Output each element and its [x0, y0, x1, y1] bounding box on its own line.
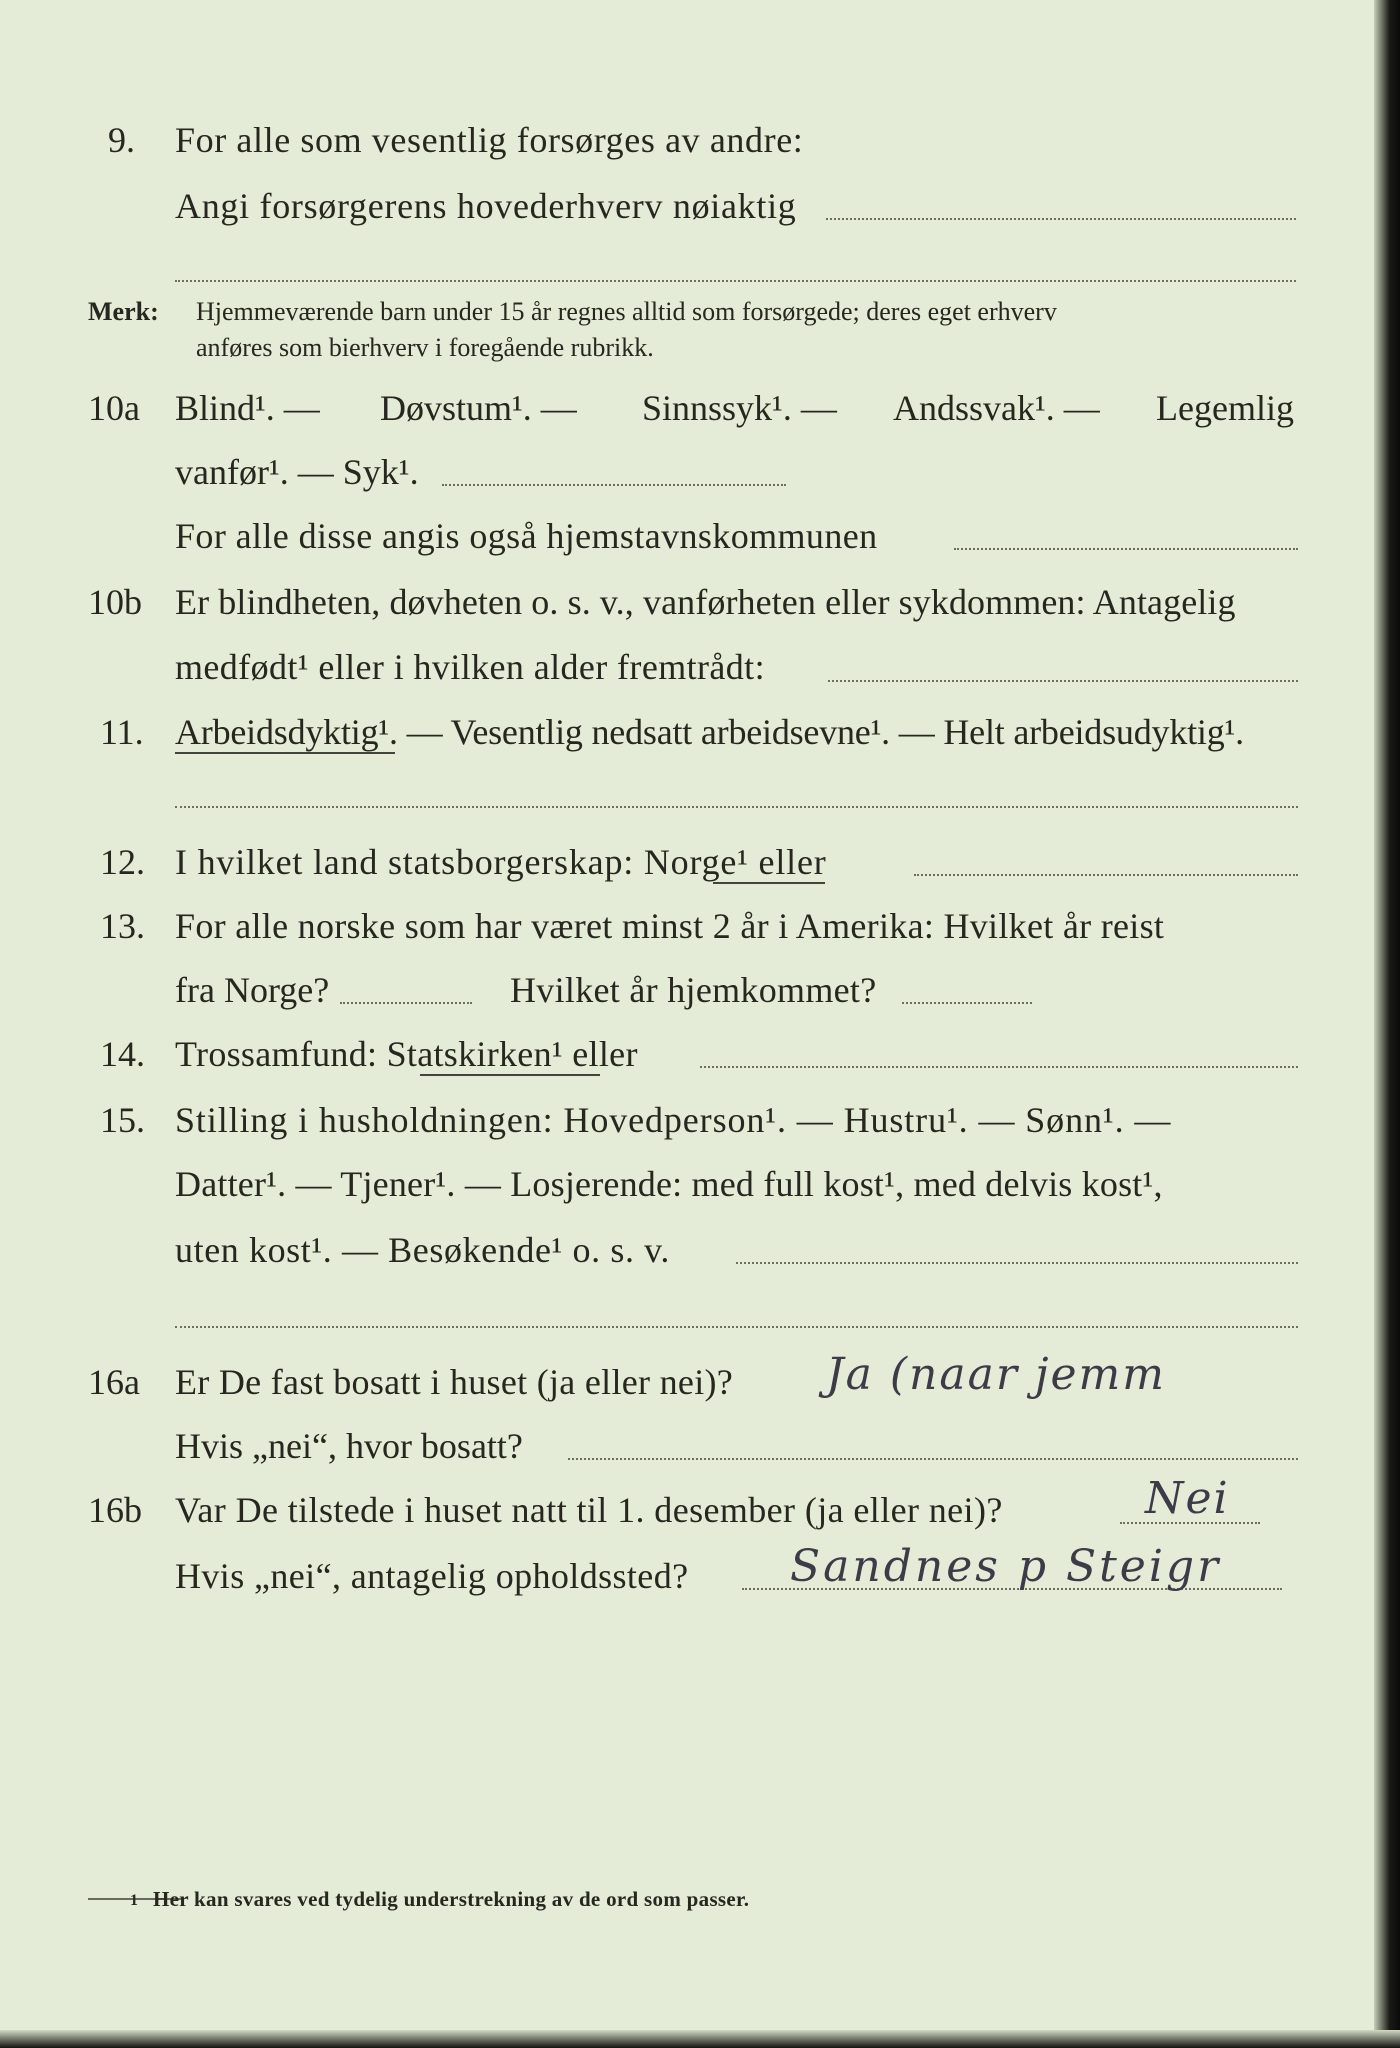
q14-answer-line	[700, 1066, 1298, 1068]
q11-answer-line	[175, 806, 1298, 808]
q9-line2: Angi forsørgerens hovederhverv nøiaktig	[175, 186, 797, 226]
merk-line1: Hjemmeværende barn under 15 år regnes alltid som forsørgede; deres eget erhverv	[196, 297, 1057, 326]
q9-answer-line-2	[175, 280, 1296, 282]
scan-edge-bottom	[0, 2030, 1400, 2048]
q12-answer-line	[914, 874, 1298, 876]
q15-answer-line-2	[175, 1326, 1298, 1328]
q16b-line1: Var De tilstede i huset natt til 1. desember (ja eller nei)?	[175, 1490, 1003, 1530]
q13-line2a: fra Norge?	[175, 970, 330, 1010]
q13-line2b: Hvilket år hjemkommet?	[510, 970, 877, 1010]
q14-text: Trossamfund: Statskirken¹ eller	[175, 1034, 638, 1074]
q16b-handwritten-opholdssted: Sandnes p Steigr	[790, 1541, 1222, 1592]
q16b-line2: Hvis „nei“, antagelig opholdssted?	[175, 1556, 689, 1596]
footnote-text: Her kan svares ved tydelig understrekning av de ord som passer.	[153, 1887, 750, 1911]
q13-line1: For alle norske som har været minst 2 år i Amerika: Hvilket år reist	[175, 906, 1165, 946]
q10b-number: 10b	[88, 582, 142, 622]
q10a-blind: Blind¹. —	[175, 388, 320, 428]
q10a-andssvak: Andssvak¹. —	[893, 388, 1100, 428]
q16a-handwritten-answer: Ja (naar jemm	[826, 1349, 1166, 1400]
q10b-answer-line	[828, 680, 1298, 682]
q16b-number: 16b	[88, 1490, 142, 1530]
q12-number: 12.	[100, 842, 145, 882]
q10b-line1: Er blindheten, døvheten o. s. v., vanførheten eller sykdommen: Antagelig	[175, 582, 1236, 622]
q9-line1: For alle som vesentlig forsørges av andre:	[175, 120, 804, 160]
q10a-hjemstavn-answer-line	[954, 548, 1298, 550]
q14-underline-statskirken	[420, 1074, 600, 1076]
q16a-bosatt-answer-line	[568, 1458, 1298, 1460]
footnote-mark: 1	[130, 1892, 138, 1909]
q12-text: I hvilket land statsborgerskap: Norge¹ eller	[175, 842, 827, 882]
q11-number: 11.	[100, 712, 144, 752]
q16a-line1: Er De fast bosatt i huset (ja eller nei)?	[175, 1362, 734, 1402]
q9-answer-line	[826, 218, 1296, 220]
q11-text: Arbeidsdyktig¹. — Vesentlig nedsatt arbeidsevne¹. — Helt arbeidsudyktig¹.	[175, 712, 1244, 752]
q11-underline-arbeidsdyktig	[175, 752, 395, 754]
q10a-syk-answer-line	[442, 484, 786, 486]
q9-number: 9.	[108, 120, 135, 160]
q14-number: 14.	[100, 1034, 145, 1074]
merk-line2: anføres som bierhverv i foregående rubrikk.	[196, 333, 654, 362]
q15-line3: uten kost¹. — Besøkende¹ o. s. v.	[175, 1230, 671, 1270]
q10b-line2: medfødt¹ eller i hvilken alder fremtrådt:	[175, 647, 765, 687]
merk-label: Merk:	[88, 297, 159, 326]
q15-number: 15.	[100, 1100, 145, 1140]
q10a-number: 10a	[88, 388, 140, 428]
q13-number: 13.	[100, 906, 145, 946]
q13-hjemkommet-answer-line	[902, 1002, 1032, 1004]
q16a-line2: Hvis „nei“, hvor bosatt?	[175, 1426, 523, 1466]
q15-line1: Stilling i husholdningen: Hovedperson¹. — Hustru¹. — Sønn¹. —	[175, 1100, 1172, 1140]
q12-underline-norge	[713, 882, 825, 884]
q10a-dovstum: Døvstum¹. —	[380, 388, 577, 428]
scan-edge-right	[1374, 0, 1400, 2048]
q13-reist-answer-line	[340, 1002, 472, 1004]
q10a-sinnssyk: Sinnssyk¹. —	[642, 388, 837, 428]
q15-answer-line	[736, 1262, 1298, 1264]
q16b-handwritten-answer: Nei	[1145, 1473, 1230, 1524]
q10a-line3: For alle disse angis også hjemstavnskommunen	[175, 516, 878, 556]
q10a-legemlig: Legemlig	[1156, 388, 1294, 428]
q10a-line2: vanfør¹. — Syk¹.	[175, 452, 419, 492]
q16a-number: 16a	[88, 1362, 140, 1402]
q15-line2: Datter¹. — Tjener¹. — Losjerende: med full kost¹, med delvis kost¹,	[175, 1164, 1163, 1204]
